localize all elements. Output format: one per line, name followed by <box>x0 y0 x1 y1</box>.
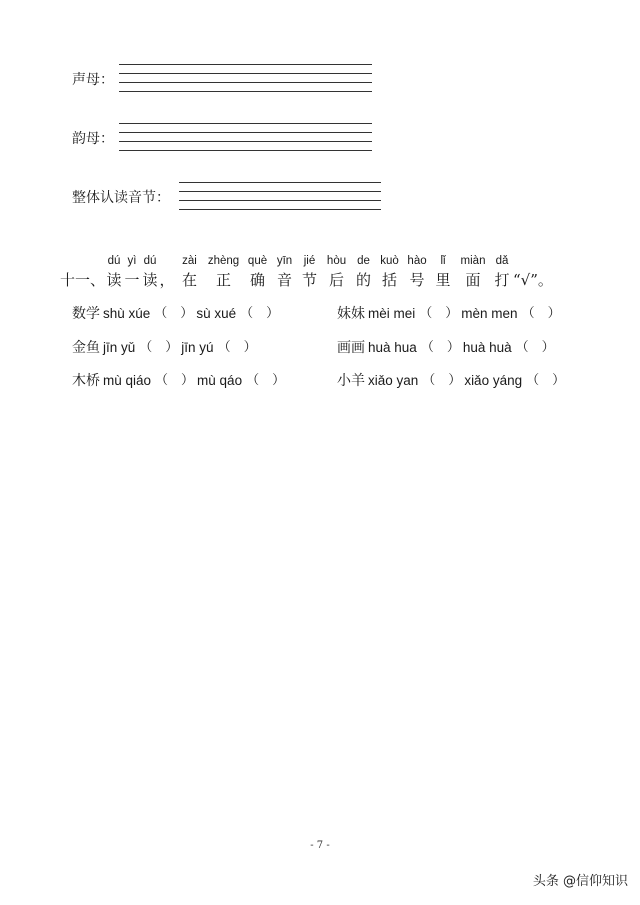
pinyin-option-b: xiǎo yáng <box>464 373 523 388</box>
item-word: 数学 <box>72 306 100 322</box>
item-word: 木桥 <box>72 373 100 389</box>
pinyin-option-a: shù xúe <box>103 306 151 321</box>
heading-char: yì 一 <box>124 255 140 289</box>
answer-blank-a[interactable]: （ ） <box>154 306 194 321</box>
exercise-item <box>72 304 282 324</box>
heading-char: dǎ 打 <box>494 255 510 289</box>
exercise-item <box>337 338 558 358</box>
initials-writing-lines[interactable] <box>119 64 372 92</box>
heading-char: miàn 面 <box>460 255 486 289</box>
pinyin-option-a: mèi mei <box>368 306 416 321</box>
answer-blank-b[interactable]: （ ） <box>240 306 280 321</box>
heading-char: dú 读 <box>106 255 122 289</box>
heading-punct: ， <box>159 271 175 289</box>
page-number: - 7 - <box>310 840 330 851</box>
item-word: 妹妹 <box>337 306 365 322</box>
heading-checkmark-quote: “√”。 <box>513 271 553 289</box>
answer-blank-b[interactable]: （ ） <box>521 306 561 321</box>
heading-char: què 确 <box>247 255 268 289</box>
heading-char: lǐ 里 <box>435 255 451 289</box>
heading-char: zhèng 正 <box>207 255 240 289</box>
finals-writing-lines[interactable] <box>119 123 372 151</box>
pinyin-option-a: huà hua <box>368 340 417 355</box>
whole-syllables-writing-lines[interactable] <box>179 182 381 210</box>
item-word: 金鱼 <box>72 340 100 356</box>
pinyin-option-b: huà huà <box>462 340 512 355</box>
exercise-item <box>72 371 288 391</box>
answer-blank-a[interactable]: （ ） <box>419 306 459 321</box>
item-word: 画画 <box>337 340 365 356</box>
heading-char: yīn 音 <box>276 255 293 289</box>
heading-char: zài 在 <box>182 255 198 289</box>
answer-blank-a[interactable]: （ ） <box>155 373 195 388</box>
answer-blank-b[interactable]: （ ） <box>217 340 257 355</box>
section-number: 十一、 <box>60 271 106 289</box>
heading-char: dú 读 <box>142 255 158 289</box>
answer-blank-a[interactable]: （ ） <box>139 340 179 355</box>
item-word: 小羊 <box>337 373 365 389</box>
pinyin-option-b: jīn yú <box>181 340 214 355</box>
answer-blank-b[interactable]: （ ） <box>246 373 286 388</box>
answer-blank-a[interactable]: （ ） <box>422 373 462 388</box>
answer-blank-a[interactable]: （ ） <box>420 340 460 355</box>
heading-char: jié 节 <box>302 255 318 289</box>
pinyin-option-a: jīn yǔ <box>103 340 136 355</box>
pinyin-option-a: xiǎo yan <box>368 373 419 388</box>
exercise-item <box>337 304 564 324</box>
heading-char: hào 号 <box>407 255 427 289</box>
heading-char: hòu 后 <box>326 255 347 289</box>
whole-syllables-label: 整体认读音节： <box>72 190 170 206</box>
answer-blank-b[interactable]: （ ） <box>526 373 566 388</box>
section-heading <box>60 254 553 290</box>
pinyin-option-b: mèn men <box>461 306 518 321</box>
exercise-item <box>337 371 568 391</box>
initials-label: 声母： <box>72 72 114 88</box>
finals-label: 韵母： <box>72 131 114 147</box>
heading-char: de 的 <box>356 255 372 289</box>
pinyin-option-b: sù xué <box>196 306 237 321</box>
pinyin-option-b: mù qáo <box>197 373 243 388</box>
pinyin-option-a: mù qiáo <box>103 373 152 388</box>
answer-blank-b[interactable]: （ ） <box>515 340 555 355</box>
heading-char: kuò 括 <box>380 255 399 289</box>
watermark: 头条 @信仰知识 <box>532 874 628 889</box>
exercise-item <box>72 338 260 358</box>
